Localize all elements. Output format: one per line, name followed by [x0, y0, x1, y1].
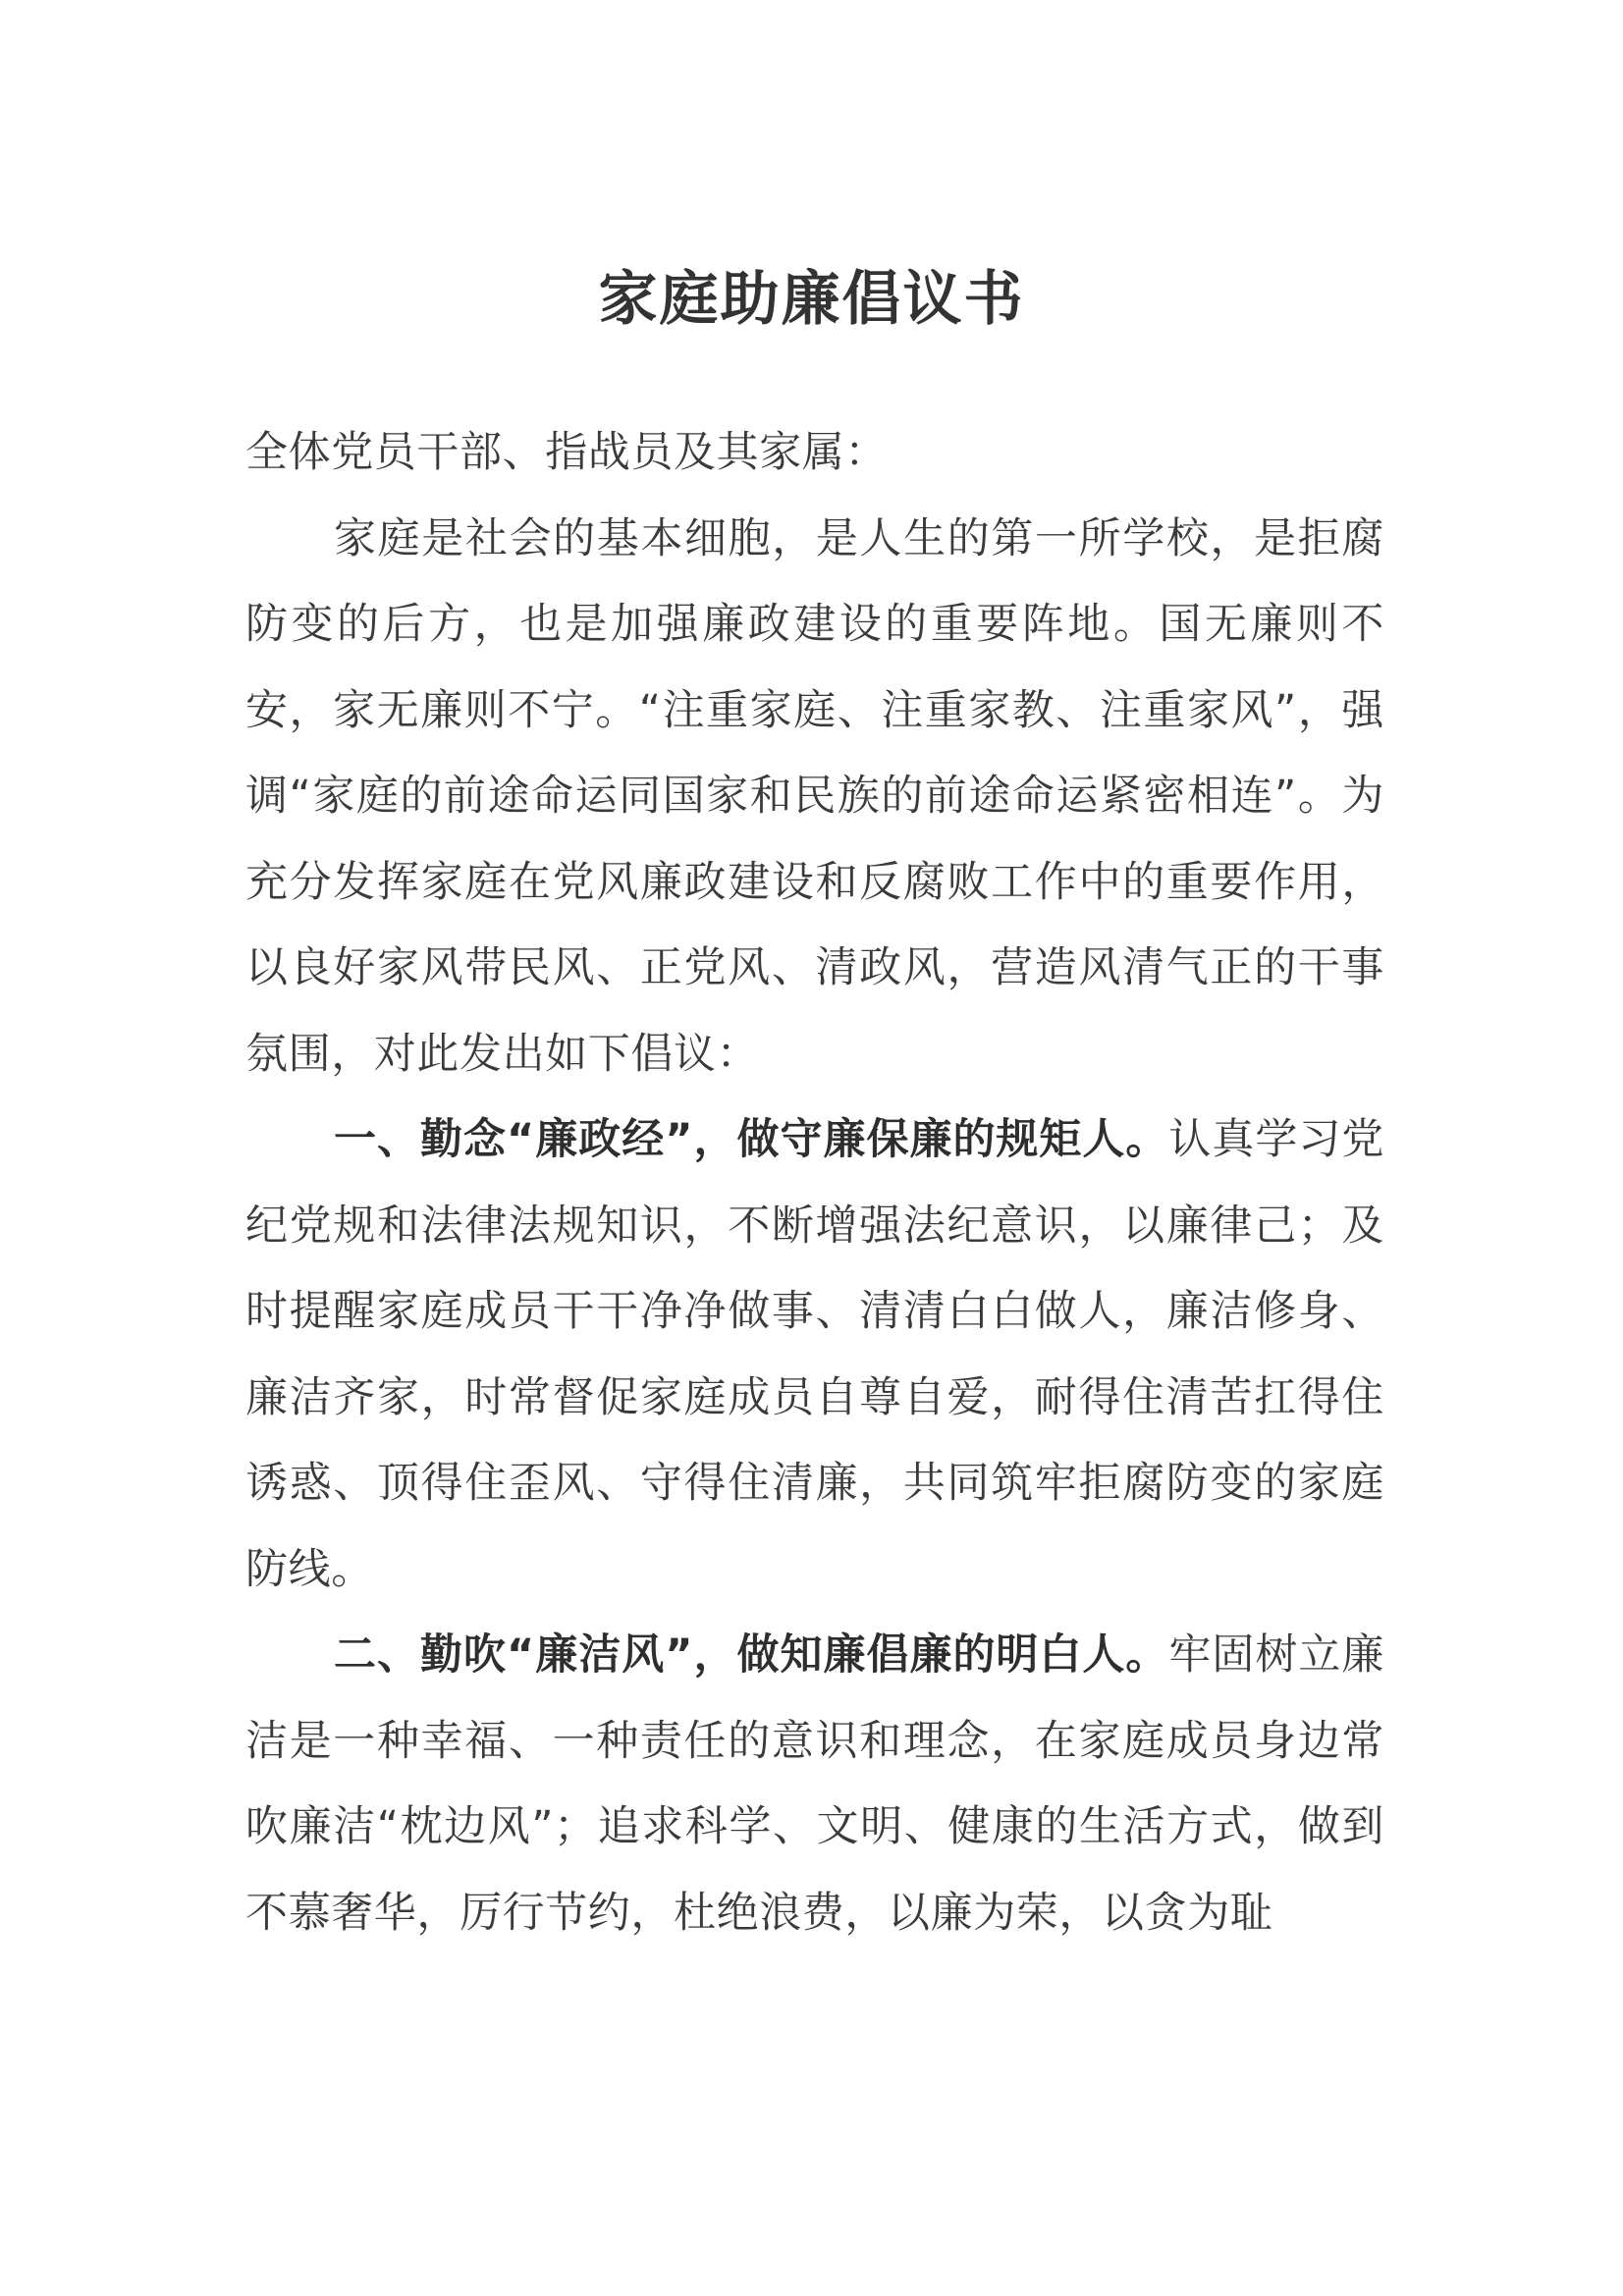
paragraph-heading: 二、勤吹“廉洁风”，做知廉倡廉的明白人。 [334, 1630, 1169, 1680]
paragraph-heading: 一、勤念“廉政经”，做守廉保廉的规矩人。 [334, 1115, 1169, 1164]
paragraph-text: 认真学习党纪党规和法律法规知识，不断增强法纪意识，以廉律己；及时提醒家庭成员干干净净做事、清清白白做人，廉洁修身、廉洁齐家，时常督促家庭成员自尊自爱，耐得住清苦扛得住诱惑、顶得住歪风、守得住清廉，共同筑牢拒腐防变的家庭防线。 [245, 1115, 1384, 1594]
paragraph-text: 牢固树立廉洁是一种幸福、一种责任的意识和理念，在家庭成员身边常吹廉洁“枕边风”；追求科学、文明、健康的生活方式，做到不慕奢华，厉行节约，杜绝浪费，以廉为荣，以贪为耻 [245, 1630, 1384, 1938]
paragraph-point-2 [245, 1613, 1384, 1956]
salutation: 全体党员干部、指战员及其家属： [245, 428, 888, 477]
paragraph-intro [245, 497, 1384, 1098]
paragraph-text: 家庭是社会的基本细胞，是人生的第一所学校，是拒腐防变的后方，也是加强廉政建设的重要阵地。国无廉则不安，家无廉则不宁。“注重家庭、注重家教、注重家风”，强调“家庭的前途命运同国家和民族的前途命运紧密相连”。为充分发挥家庭在党风廉政建设和反腐败工作中的重要作用，以良好家风带民风、正党风、清政风，营造风清气正的干事氛围，对此发出如下倡议： [245, 513, 1384, 1079]
document-title: 家庭助廉倡议书 [598, 265, 1025, 334]
document-body [245, 410, 1384, 1956]
paragraph-point-1 [245, 1097, 1384, 1613]
